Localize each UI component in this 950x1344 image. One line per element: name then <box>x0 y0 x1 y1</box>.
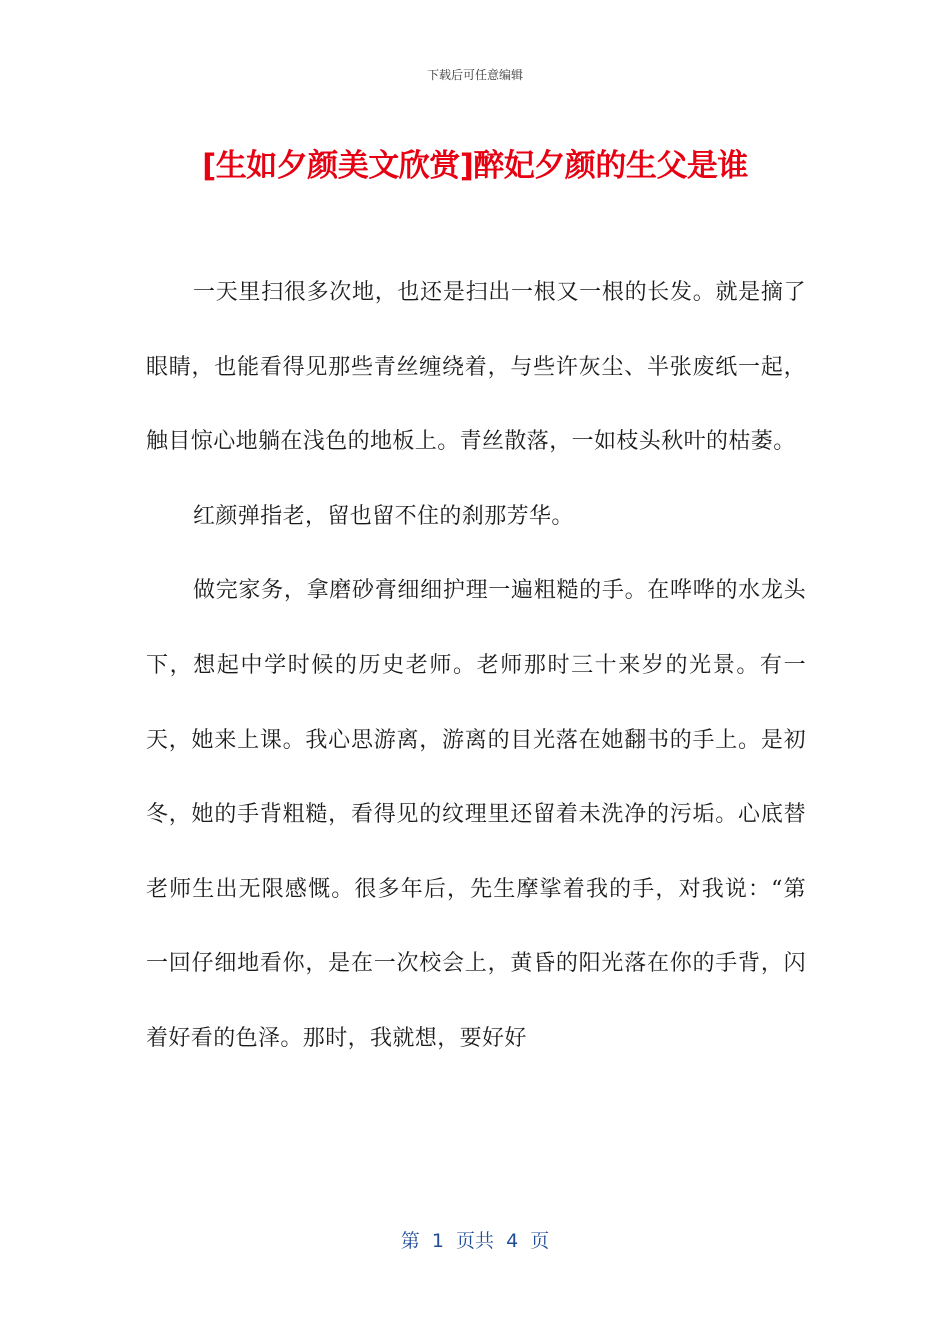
paragraph-3: 做完家务，拿磨砂膏细细护理一遍粗糙的手。在哗哗的水龙头下，想起中学时候的历史老师。老师那时三十来岁的光景。有一天，她来上课。我心思游离，游离的目光落在她翻书的手上。是初冬，她的手背粗糙，看得见的纹理里还留着未洗净的污垢。心底替老师生出无限感慨。很多年后，先生摩挲着我的手，对我说：“第一回仔细地看你，是在一次校会上，黄昏的阳光落在你的手背，闪着好看的色泽。那时，我就想，要好好 <box>146 578 806 1051</box>
document-body <box>146 256 806 1077</box>
paragraph-1: 一天里扫很多次地，也还是扫出一根又一根的长发。就是摘了眼睛，也能看得见那些青丝缠绕着，与些许灰尘、半张废纸一起，触目惊心地躺在浅色的地板上。青丝散落，一如枝头秋叶的枯萎。 <box>146 280 806 455</box>
header-note: 下载后可任意编辑 <box>426 68 523 82</box>
page-footer: 第 1 页共 4 页 <box>400 1230 550 1252</box>
document-title: [生如夕颜美文欣赏]醉妃夕颜的生父是谁 <box>202 148 748 184</box>
paragraph-2: 红颜弹指老，留也留不住的刹那芳华。 <box>193 503 574 529</box>
